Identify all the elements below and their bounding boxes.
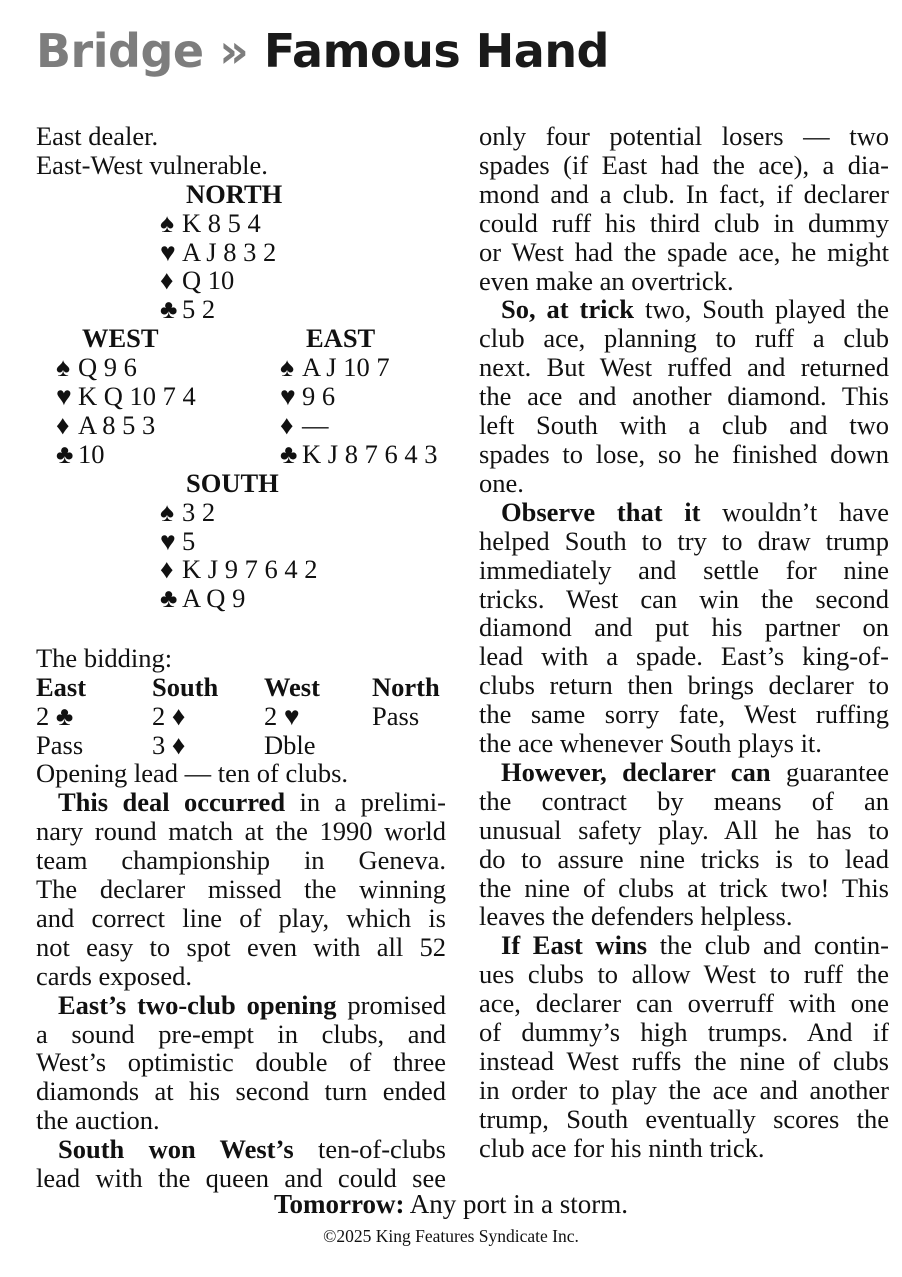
- title-prefix: Bridge »: [36, 24, 264, 78]
- paragraph-5-line: diamond and put his partner on: [479, 612, 889, 643]
- east-hand: [280, 324, 437, 468]
- heart-icon: ♥: [160, 236, 176, 267]
- paragraph-4-line: one.: [479, 467, 524, 498]
- south-diamonds: ♦ K J 9 7 6 4 2: [160, 554, 318, 585]
- paragraph-3-line: spades (if East had the ace), a dia-: [479, 149, 889, 180]
- bid-cell: 2 ♣: [36, 700, 74, 731]
- paragraph-1-line: This deal occurred in a prelimi-: [58, 787, 446, 818]
- west-diamonds: ♦ A 8 5 3: [56, 409, 156, 440]
- paragraph-2-line: a sound pre-empt in clubs, and: [36, 1018, 446, 1049]
- paragraph-1-line: nary round match at the 1990 world: [36, 816, 446, 847]
- paragraph-5-line: Observe that it wouldn’t have: [501, 496, 890, 527]
- south-label: SOUTH: [186, 467, 279, 498]
- south-hand: [160, 469, 317, 613]
- tomorrow-text: Any port in a storm.: [404, 1189, 628, 1219]
- bid-cell: 2 ♦: [152, 700, 186, 731]
- diamond-icon: ♦: [280, 409, 294, 440]
- north-clubs: ♣ 5 2: [160, 294, 216, 325]
- paragraph-7-line: club ace for his ninth trick.: [479, 1132, 765, 1163]
- bidding-header-south: South: [152, 671, 219, 702]
- paragraph-1-line: cards exposed.: [36, 960, 192, 991]
- bidding-header-west: West: [264, 671, 320, 702]
- heart-icon: ♥: [56, 381, 72, 412]
- paragraph-5-line: tricks. West can win the second: [479, 583, 889, 614]
- paragraph-1-lead: This deal occurred: [58, 787, 286, 818]
- diamond-icon: ♦: [160, 554, 174, 585]
- paragraph-7-line: trump, South eventually scores the: [479, 1103, 889, 1134]
- bid-cell: 3 ♦: [152, 729, 186, 760]
- bidding-header-east: East: [36, 671, 87, 702]
- east-spades: ♠ A J 10 7: [280, 352, 390, 383]
- paragraph-5-line: the ace whenever South plays it.: [479, 728, 822, 759]
- north-diamonds: ♦ Q 10: [160, 265, 235, 296]
- paragraph-7-line: in order to play the ace and another: [479, 1074, 889, 1105]
- vulnerability-line: East-West vulnerable.: [36, 149, 268, 180]
- west-clubs: ♣ 10: [56, 438, 105, 469]
- right-column: [479, 122, 889, 1163]
- paragraph-3-lead: South won West’s: [58, 1134, 294, 1165]
- paragraph-6-line: do to assure nine tricks is to lead: [479, 843, 889, 874]
- bidding-header-north: North: [372, 671, 440, 702]
- paragraph-2-line: West’s optimistic double of three: [36, 1047, 446, 1078]
- paragraph-7-line: instead West ruffs the nine of clubs: [479, 1046, 889, 1076]
- south-hearts: ♥ 5: [160, 525, 196, 556]
- paragraph-4-line: left South with a club and two: [479, 410, 889, 441]
- paragraph-1-line: and correct line of play, which is: [36, 902, 446, 933]
- paragraph-5-line: clubs return then brings declarer to: [479, 670, 889, 701]
- bidding-table: [36, 673, 446, 760]
- west-label: WEST: [82, 323, 159, 354]
- paragraph-3-line: even make an overtrick.: [479, 265, 734, 296]
- paragraph-5-lead: Observe that it: [501, 496, 701, 527]
- paragraph-3-line: mond and a club. In fact, if declarer: [479, 178, 889, 209]
- paragraph-4-lead: So, at trick: [501, 294, 635, 325]
- paragraph-2-line: diamonds at his second turn ended: [36, 1076, 446, 1107]
- tomorrow-teaser: [0, 1188, 902, 1220]
- east-diamonds: ♦ —: [280, 409, 329, 440]
- club-icon: ♣: [280, 438, 298, 469]
- diamond-icon: ♦: [56, 409, 70, 440]
- north-hearts: ♥ A J 8 3 2: [160, 236, 277, 267]
- north-label: NORTH: [186, 178, 283, 209]
- heart-icon: ♥: [160, 525, 176, 556]
- bid-cell: Pass: [36, 729, 84, 760]
- bid-cell: [372, 731, 444, 760]
- paragraph-2-line: the auction.: [36, 1105, 160, 1136]
- paragraph-6-line: the nine of clubs at trick two! This: [479, 872, 889, 903]
- paragraph-3-line: lead with the queen and could see: [36, 1163, 446, 1194]
- paragraph-3-line: only four potential losers — two: [479, 121, 889, 151]
- spade-icon: ♠: [160, 496, 175, 527]
- paragraph-3-line: South won West’s ten-of-clubs: [58, 1134, 446, 1165]
- paragraph-7-line: If East wins the club and contin-: [501, 930, 889, 961]
- paragraph-2-lead: East’s two-club opening: [58, 989, 337, 1020]
- north-spades: ♠ K 8 5 4: [160, 207, 261, 238]
- club-icon: ♣: [56, 438, 74, 469]
- paragraph-1-line: not easy to spot even with all 52: [36, 931, 446, 962]
- paragraph-2-line: East’s two-club opening promised: [58, 989, 446, 1020]
- bid-cell: Pass: [372, 700, 420, 731]
- east-label: EAST: [306, 323, 376, 354]
- deal-diagram: [36, 180, 446, 644]
- dealer-line: East dealer.: [36, 121, 159, 151]
- paragraph-7-line: ues clubs to allow West to ruff the: [479, 959, 889, 990]
- spade-icon: ♠: [160, 207, 175, 238]
- paragraph-6-line: leaves the defenders helpless.: [479, 901, 793, 932]
- west-hand: [56, 324, 196, 468]
- copyright: ©2025 King Features Syndicate Inc.: [323, 1226, 579, 1246]
- paragraph-3-line: or West had the spade ace, he might: [479, 236, 889, 267]
- page-title: [36, 22, 609, 80]
- paragraph-7-lead: If East wins: [501, 930, 648, 961]
- paragraph-1-line: The declarer missed the winning: [36, 874, 446, 905]
- paragraph-5-line: lead with a spade. East’s king-of-: [479, 641, 889, 672]
- paragraph-5-line: the same sorry fate, West ruffing: [479, 699, 889, 730]
- title-main: Famous Hand: [263, 24, 609, 78]
- paragraph-6-line: the contract by means of an: [479, 785, 889, 816]
- paragraph-5-line: helped South to try to draw trump: [479, 525, 889, 556]
- paragraph-6-line: unusual safety play. All he has to: [479, 814, 889, 845]
- paragraph-4-line: club ace, planning to ruff a club: [479, 323, 889, 354]
- spade-icon: ♠: [280, 352, 295, 383]
- paragraph-6-line: However, declarer can guarantee: [501, 756, 889, 787]
- paragraph-3-line: could ruff his third club in dummy: [479, 207, 889, 238]
- paragraph-7-line: ace, declarer can overruff with one: [479, 988, 889, 1019]
- bidding-label: The bidding:: [36, 642, 173, 673]
- left-column: [36, 122, 446, 1193]
- opening-lead: Opening lead — ten of clubs.: [36, 758, 349, 789]
- east-hearts: ♥ 9 6: [280, 381, 336, 412]
- south-spades: ♠ 3 2: [160, 496, 216, 527]
- spade-icon: ♠: [56, 352, 71, 383]
- north-hand: [160, 180, 282, 324]
- club-icon: ♣: [160, 583, 178, 614]
- west-spades: ♠ Q 9 6: [56, 352, 137, 383]
- bid-cell: 2 ♥: [264, 700, 300, 731]
- south-clubs: ♣ A Q 9: [160, 583, 246, 614]
- paragraph-4-line: So, at trick two, South played the: [501, 294, 889, 325]
- east-clubs: ♣ K J 8 7 6 4 3: [280, 438, 438, 469]
- paragraph-4-line: next. But West ruffed and returned: [479, 352, 889, 383]
- paragraph-1-line: team championship in Geneva.: [36, 845, 446, 876]
- club-icon: ♣: [160, 294, 178, 325]
- paragraph-4-line: the ace and another diamond. This: [479, 381, 889, 412]
- paragraph-6-lead: However, declarer can: [501, 756, 771, 787]
- paragraph-5-line: immediately and settle for nine: [479, 554, 889, 585]
- diamond-icon: ♦: [160, 265, 174, 296]
- paragraph-7-line: of dummy’s high trumps. And if: [479, 1017, 889, 1048]
- bid-cell: Dble: [264, 729, 316, 760]
- tomorrow-label: Tomorrow:: [274, 1189, 405, 1219]
- west-hearts: ♥ K Q 10 7 4: [56, 381, 196, 412]
- heart-icon: ♥: [280, 381, 296, 412]
- paragraph-4-line: spades to lose, so he finished down: [479, 438, 889, 469]
